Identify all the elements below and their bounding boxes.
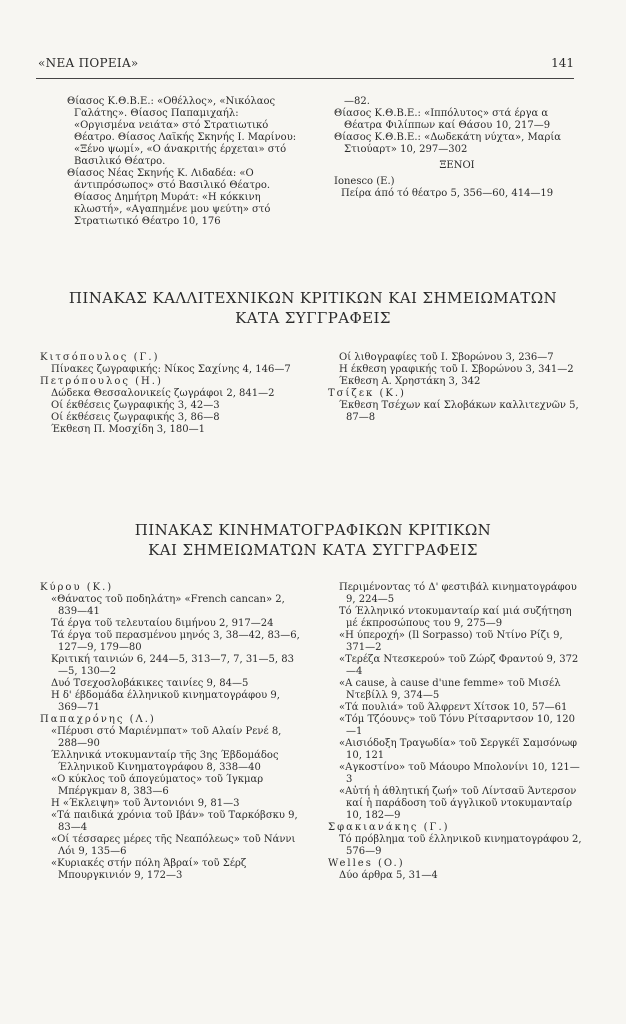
author-name: Κύρου (Κ.) bbox=[40, 582, 114, 593]
entry-line: Κριτική ταινιών 6, 244—5, 313—7, 7, 31—5, 83—5, 130—2 bbox=[51, 654, 294, 677]
entry-line: «Κυριακές στήν πόλη Άβραί» τοῦ Σέρζ Μπουργκινιόν 9, 172—3 bbox=[51, 858, 247, 881]
journal-title: «ΝΕΑ ΠΟΡΕΙΑ» bbox=[38, 56, 139, 70]
entry-line: «Αισιόδοξη Τραγωδία» τοῦ Σεργκέϊ Σαμσόνωφ 10, 121 bbox=[339, 738, 578, 761]
entry-line: «Αγκοστίνο» τοῦ Μάουρο Μπολονίνι 10, 121—3 bbox=[339, 762, 580, 785]
heading-line: ΚΑΙ ΣΗΜΕΙΩΜΑΤΩΝ ΚΑΤΑ ΣΥΓΓΡΑΦΕΙΣ bbox=[148, 541, 478, 559]
entry-line: Η δ' έβδομάδα έλληνικοῦ κινηματογράφου 9, 369—71 bbox=[51, 690, 280, 713]
text-line: Θίασος Κ.Θ.Β.Ε.: «Ιππόλυτος» στά έργα α Θέατρα Φιλίππων καί Θάσου 10, 217—9 bbox=[334, 108, 551, 131]
entry-line: «Θάνατος τοῦ ποδηλάτη» «French cancan» 2, 839—41 bbox=[51, 594, 285, 617]
art-left-column bbox=[40, 352, 302, 436]
entry-line: «Αὐτή ἡ άθλητική ζωή» τοῦ Λίντσαϋ Άντερσον καί ἡ παράδοση τοῦ άγγλικοῦ ντοκυμανταίρ 10, 182—9 bbox=[339, 786, 577, 821]
header-rule bbox=[36, 78, 574, 79]
entry-line: Δυό Τσεχοσλοβάκικες ταινίες 9, 84—5 bbox=[51, 678, 249, 689]
heading-art-critics bbox=[40, 288, 586, 328]
entry-line: «Πέρυσι στό Μαριένμπατ» τοῦ Αλαίν Ρενέ 8, 288—90 bbox=[51, 726, 282, 749]
heading-cinema-critics bbox=[40, 520, 586, 560]
top-left-column bbox=[60, 96, 300, 228]
entry-line: Οί λιθογραφίες τοῦ Ι. Σβορώνου 3, 236—7 bbox=[339, 352, 554, 363]
entry-line: Δύο άρθρα 5, 31—4 bbox=[339, 870, 438, 881]
author-name: Ionesco (E.) bbox=[334, 176, 395, 187]
entry-line: Πείρα άπό τό θέατρο 5, 356—60, 414—19 bbox=[341, 188, 554, 199]
top-right-column bbox=[334, 96, 580, 200]
author-name: Πετρόπουλος (Η.) bbox=[40, 376, 163, 387]
entry-line: Η «Έκλειψη» τοῦ Άντονιόνι 9, 81—3 bbox=[51, 798, 240, 809]
entry-line: Δώδεκα Θεσσαλονικείς ζωγράφοι 2, 841—2 bbox=[51, 388, 275, 399]
author-name: Σφακιανάκης (Γ.) bbox=[328, 822, 450, 833]
heading-line: ΠΙΝΑΚΑΣ ΚΑΛΛΙΤΕΧΝΙΚΩΝ ΚΡΙΤΙΚΩΝ ΚΑΙ ΣΗΜΕΙΩΜΑΤΩΝ bbox=[68, 289, 558, 307]
entry-line: «Τόμ Τζόουνς» τοῦ Τόνυ Ρίτσαρντσον 10, 120—1 bbox=[339, 714, 576, 737]
cinema-left-column bbox=[40, 582, 302, 882]
cinema-right-column bbox=[328, 582, 582, 882]
entry-line: «Η ύπεροχή» (Il Sorpasso) τοῦ Ντίνο Ρίζι 9, 371—2 bbox=[339, 630, 563, 653]
entry-line: Τά έργα τοῦ τελευταίου διμήνου 2, 917—24 bbox=[51, 618, 274, 629]
entry-line: Τά έργα τοῦ περασμένου μηνός 3, 38—42, 83—6, 127—9, 179—80 bbox=[51, 630, 300, 653]
author-name: Welles (O.) bbox=[328, 858, 405, 869]
section-xenoi: ΞΕΝΟΙ bbox=[439, 160, 475, 171]
art-right-column bbox=[328, 352, 582, 424]
entry-line: Έκθεση Α. Χρηστάκη 3, 342 bbox=[339, 376, 481, 387]
author-name: Τσίζεκ (Κ.) bbox=[328, 388, 406, 399]
entry-line: Έκθεση Π. Μοσχίδη 3, 180—1 bbox=[51, 424, 205, 435]
entry-line: «Ο κύκλος τοῦ άπογεύματος» τοῦ Ίγκμαρ Μπέργκμαν 8, 383—6 bbox=[51, 774, 264, 797]
entry-line: «Οί τέσσαρες μέρες τῆς Νεαπόλεως» τοῦ Νάννι Λόι 9, 135—6 bbox=[51, 834, 296, 857]
text-line: —82. bbox=[344, 96, 370, 107]
text-paragraph: Θίασος Νέας Σκηνής Κ. Λιδαδέα: «Ο άντιπρόσωπος» στό Βασιλικό Θέατρο. Θίασος Δημήτρη Μυράτ: «Η κόκκινη κλωστή», «Αγαπημένε μου ψεύτη» στό Στρατιωτικό Θέατρο 10, 176 bbox=[67, 168, 271, 227]
entry-line: Οί έκθέσεις ζωγραφικής 3, 42—3 bbox=[51, 400, 220, 411]
entry-line: «A cause, à cause d'une femme» τοῦ Μισέλ Ντεβίλλ 9, 374—5 bbox=[339, 678, 561, 701]
entry-line: Πίνακες ζωγραφικής: Νίκος Σαχίνης 4, 146—7 bbox=[51, 364, 291, 375]
entry-line: «Τερέζα Ντεσκερού» τοῦ Ζώρζ Φραντού 9, 372—4 bbox=[339, 654, 579, 677]
entry-line: Η έκθεση γραφικής τοῦ Ι. Σβορώνου 3, 341—2 bbox=[339, 364, 574, 375]
entry-line: «Τά πουλιά» τοῦ Άλφρεντ Χίτσοκ 10, 57—61 bbox=[339, 702, 568, 713]
entry-line: Οί έκθέσεις ζωγραφικής 3, 86—8 bbox=[51, 412, 220, 423]
entry-line: Τό Έλληνικό ντοκυμανταίρ καί μιά συζήτηση μέ έκπροσώπους του 9, 275—9 bbox=[339, 606, 572, 629]
author-name: Κιτσόπουλος (Γ.) bbox=[40, 352, 160, 363]
text-line: Θίασος Κ.Θ.Β.Ε.: «Δωδεκάτη νύχτα», Μαρία Στιούαρτ» 10, 297—302 bbox=[334, 132, 562, 155]
entry-line: Τό πρόβλημα τοῦ έλληνικοῦ κινηματογράφου 2, 576—9 bbox=[339, 834, 582, 857]
entry-line: Έλληνικά ντοκυμανταίρ τῆς 3ης Έβδομάδος Έλληνικοῦ Κινηματογράφου 8, 338—40 bbox=[51, 750, 279, 773]
entry-line: Περιμένοντας τό Δ' φεστιβάλ κινηματογράφου 9, 224—5 bbox=[339, 582, 577, 605]
entry-line: Έκθεση Τσέχων καί Σλοβάκων καλλιτεχνῶν 5, 87—8 bbox=[339, 400, 579, 423]
author-name: Παπαχρόνης (Λ.) bbox=[40, 714, 156, 725]
text-paragraph: Θίασος Κ.Θ.Β.Ε.: «Οθέλλος», «Νικόλαος Γαλάτης». Θίασος Παπαμιχαήλ: «Οργισμένα νειάτα» στό Στρατιωτικό Θέατρο. Θίασος Λαϊκής Σκηνής Ι. Μαρίνου: «Ξένο ψωμί», «Ο άνακριτής έρχεται» στό Βασιλικό Θέατρο. bbox=[67, 96, 297, 167]
page-header bbox=[28, 56, 574, 76]
entry-line: «Τά παιδικά χρόνια τοῦ Ιβάν» τοῦ Ταρκόβσκυ 9, 83—4 bbox=[51, 810, 298, 833]
page-number: 141 bbox=[551, 56, 574, 70]
heading-line: ΚΑΤΑ ΣΥΓΓΡΑΦΕΙΣ bbox=[235, 309, 391, 327]
heading-line: ΠΙΝΑΚΑΣ ΚΙΝΗΜΑΤΟΓΡΑΦΙΚΩΝ ΚΡΙΤΙΚΩΝ bbox=[134, 521, 492, 539]
